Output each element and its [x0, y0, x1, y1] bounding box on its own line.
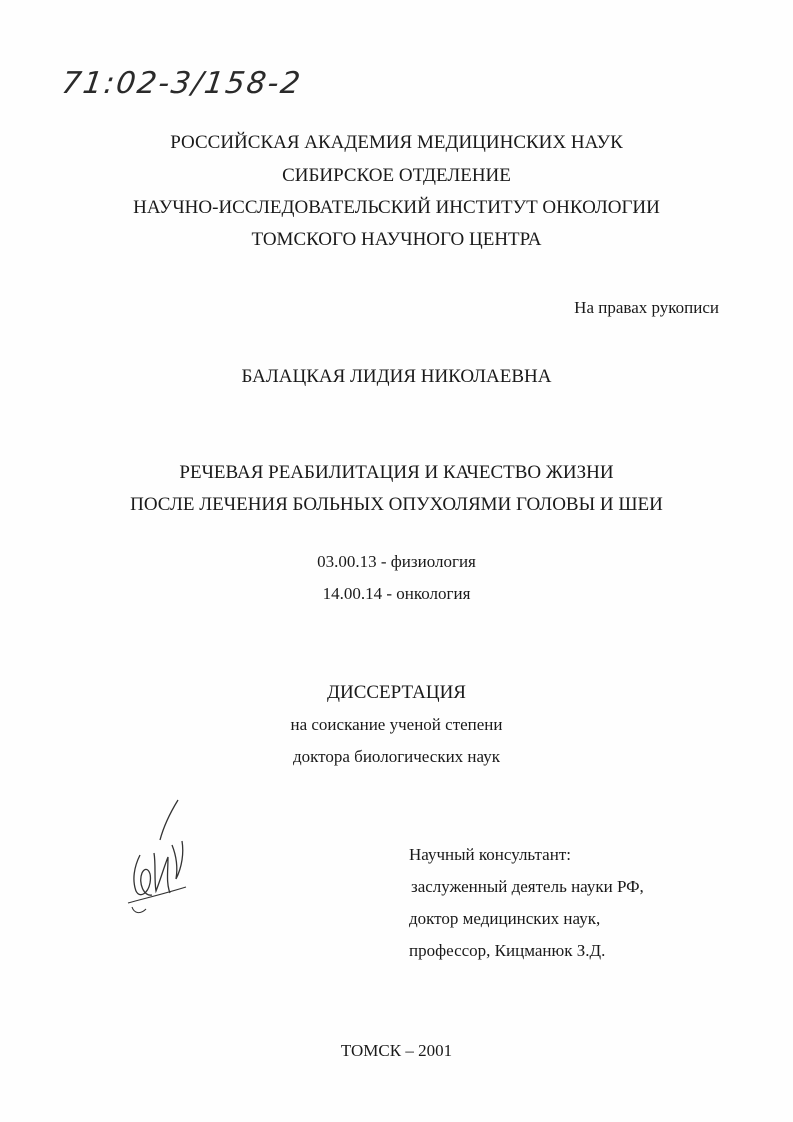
dissertation-degree-line-1: на соискание ученой степени — [290, 715, 503, 734]
header-branch: СИБИРСКОЕ ОТДЕЛЕНИЕ — [282, 165, 511, 186]
city-year: ТОМСК – 2001 — [340, 1041, 453, 1060]
handwritten-archive-number: 71:02-3/158-2 — [59, 66, 305, 101]
specialty-oncology: 14.00.14 - онкология — [322, 584, 471, 603]
dissertation-degree-line-2: доктора биологических наук — [293, 747, 500, 766]
consultant-label: Научный консультант: — [409, 845, 571, 864]
handwritten-signature — [120, 795, 200, 920]
consultant-name: профессор, Кицманюк З.Д. — [409, 941, 606, 960]
header-institute: НАУЧНО-ИССЛЕДОВАТЕЛЬСКИЙ ИНСТИТУТ ОНКОЛОГИИ — [133, 197, 660, 218]
consultant-title-2: доктор медицинских наук, — [409, 909, 601, 928]
consultant-title-1: заслуженный деятель науки РФ, — [411, 877, 644, 896]
dissertation-type: ДИССЕРТАЦИЯ — [327, 682, 466, 703]
manuscript-note: На правах рукописи — [574, 298, 719, 317]
header-academy: РОССИЙСКАЯ АКАДЕМИЯ МЕДИЦИНСКИХ НАУК — [170, 132, 623, 153]
author-name: БАЛАЦКАЯ ЛИДИЯ НИКОЛАЕВНА — [241, 366, 552, 387]
header-center: ТОМСКОГО НАУЧНОГО ЦЕНТРА — [251, 229, 542, 250]
title-line-2: ПОСЛЕ ЛЕЧЕНИЯ БОЛЬНЫХ ОПУХОЛЯМИ ГОЛОВЫ И ШЕИ — [130, 494, 663, 515]
specialty-physiology: 03.00.13 - физиология — [317, 552, 476, 571]
title-line-1: РЕЧЕВАЯ РЕАБИЛИТАЦИЯ И КАЧЕСТВО ЖИЗНИ — [179, 462, 614, 483]
